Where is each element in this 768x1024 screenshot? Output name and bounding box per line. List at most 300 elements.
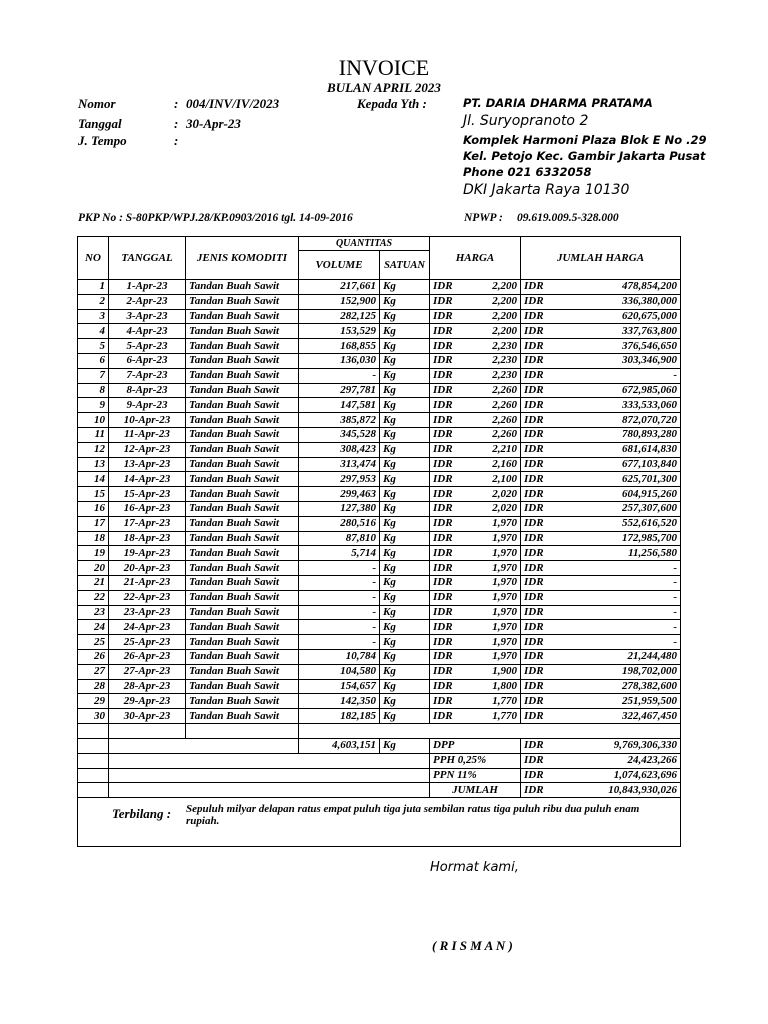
row-item: Tandan Buah Sawit [186, 309, 299, 324]
row-date: 2-Apr-23 [109, 294, 186, 309]
row-date: 21-Apr-23 [109, 575, 186, 590]
row-number: 16 [78, 501, 109, 516]
row-amount-currency: IDR [521, 605, 550, 620]
row-item: Tandan Buah Sawit [186, 383, 299, 398]
row-unit: Kg [380, 280, 430, 295]
row-item: Tandan Buah Sawit [186, 590, 299, 605]
row-amount-currency: IDR [521, 280, 550, 295]
table-row [78, 339, 681, 354]
row-number: 4 [78, 324, 109, 339]
row-price: 2,260 [467, 413, 521, 428]
table-row [78, 427, 681, 442]
row-price: 2,260 [467, 398, 521, 413]
row-volume: 154,657 [299, 679, 380, 694]
row-volume: 280,516 [299, 516, 380, 531]
row-volume: 142,350 [299, 694, 380, 709]
row-number: 24 [78, 620, 109, 635]
row-volume: 152,900 [299, 294, 380, 309]
row-amount: 872,070,720 [550, 413, 681, 428]
col-header-volume: VOLUME [299, 251, 380, 280]
row-volume: - [299, 561, 380, 576]
row-unit: Kg [380, 487, 430, 502]
row-number: 26 [78, 649, 109, 664]
row-volume: 297,781 [299, 383, 380, 398]
row-amount-currency: IDR [521, 472, 550, 487]
col-header-harga: HARGA [430, 237, 521, 280]
row-unit: Kg [380, 546, 430, 561]
row-price-currency: IDR [430, 679, 467, 694]
row-date: 5-Apr-23 [109, 339, 186, 354]
terbilang-label: Terbilang : [112, 806, 172, 822]
row-price: 1,970 [467, 620, 521, 635]
table-row [78, 353, 681, 368]
row-number: 13 [78, 457, 109, 472]
table-row [78, 620, 681, 635]
row-volume: - [299, 620, 380, 635]
table-row [78, 561, 681, 576]
row-item: Tandan Buah Sawit [186, 368, 299, 383]
row-amount: 672,985,060 [550, 383, 681, 398]
row-price: 2,230 [467, 368, 521, 383]
row-price: 1,970 [467, 561, 521, 576]
terbilang-text: Sepuluh milyar delapan ratus empat puluh tiga juta sembilan ratus tiga puluh ribu dua puluh enam rupiah. [186, 803, 640, 828]
row-date: 26-Apr-23 [109, 649, 186, 664]
row-number: 12 [78, 442, 109, 457]
row-number: 10 [78, 413, 109, 428]
table-row [78, 635, 681, 650]
row-price: 1,970 [467, 546, 521, 561]
row-amount-currency: IDR [521, 590, 550, 605]
row-amount: 625,701,300 [550, 472, 681, 487]
row-number: 27 [78, 664, 109, 679]
pph-value: 24,423,266 [550, 753, 681, 768]
row-price: 2,020 [467, 487, 521, 502]
table-row [78, 516, 681, 531]
nomor-label: Nomor [78, 96, 116, 111]
row-date: 24-Apr-23 [109, 620, 186, 635]
row-item: Tandan Buah Sawit [186, 664, 299, 679]
invoice-table [77, 236, 681, 847]
row-price-currency: IDR [430, 353, 467, 368]
row-price-currency: IDR [430, 664, 467, 679]
row-amount: 677,103,840 [550, 457, 681, 472]
row-amount: - [550, 561, 681, 576]
row-amount-currency: IDR [521, 413, 550, 428]
row-price: 2,200 [467, 324, 521, 339]
row-unit: Kg [380, 353, 430, 368]
row-item: Tandan Buah Sawit [186, 605, 299, 620]
row-amount-currency: IDR [521, 368, 550, 383]
row-amount-currency: IDR [521, 309, 550, 324]
row-item: Tandan Buah Sawit [186, 472, 299, 487]
row-date: 7-Apr-23 [109, 368, 186, 383]
row-volume: - [299, 635, 380, 650]
row-number: 30 [78, 709, 109, 724]
row-price-currency: IDR [430, 605, 467, 620]
row-date: 25-Apr-23 [109, 635, 186, 650]
row-volume: 385,872 [299, 413, 380, 428]
terbilang-row [78, 798, 681, 847]
row-amount: 552,616,520 [550, 516, 681, 531]
row-unit: Kg [380, 294, 430, 309]
row-unit: Kg [380, 309, 430, 324]
row-item: Tandan Buah Sawit [186, 280, 299, 295]
row-volume: 182,185 [299, 709, 380, 724]
row-price: 2,100 [467, 472, 521, 487]
row-price-currency: IDR [430, 620, 467, 635]
row-number: 8 [78, 383, 109, 398]
row-unit: Kg [380, 442, 430, 457]
table-row [78, 694, 681, 709]
row-amount: - [550, 590, 681, 605]
table-row [78, 679, 681, 694]
row-price-currency: IDR [430, 427, 467, 442]
row-amount-currency: IDR [521, 501, 550, 516]
row-volume: 87,810 [299, 531, 380, 546]
row-volume: 297,953 [299, 472, 380, 487]
row-volume: 104,580 [299, 664, 380, 679]
row-item: Tandan Buah Sawit [186, 561, 299, 576]
table-row [78, 709, 681, 724]
row-number: 9 [78, 398, 109, 413]
row-date: 30-Apr-23 [109, 709, 186, 724]
row-amount-currency: IDR [521, 649, 550, 664]
row-date: 19-Apr-23 [109, 546, 186, 561]
row-amount-currency: IDR [521, 575, 550, 590]
row-price: 1,970 [467, 531, 521, 546]
recipient-kelurahan: Kel. Petojo Kec. Gambir Jakarta Pusat [463, 149, 706, 163]
jumlah-row [78, 783, 681, 798]
row-date: 10-Apr-23 [109, 413, 186, 428]
row-unit: Kg [380, 368, 430, 383]
row-number: 6 [78, 353, 109, 368]
row-price-currency: IDR [430, 575, 467, 590]
kepada-label: Kepada Yth : [357, 96, 427, 111]
pph-currency: IDR [521, 753, 550, 768]
row-price-currency: IDR [430, 501, 467, 516]
row-amount-currency: IDR [521, 635, 550, 650]
row-amount: - [550, 368, 681, 383]
row-amount-currency: IDR [521, 294, 550, 309]
row-amount-currency: IDR [521, 398, 550, 413]
row-amount: 257,307,600 [550, 501, 681, 516]
row-amount-currency: IDR [521, 427, 550, 442]
row-volume: 5,714 [299, 546, 380, 561]
row-amount-currency: IDR [521, 664, 550, 679]
row-amount-currency: IDR [521, 694, 550, 709]
row-date: 12-Apr-23 [109, 442, 186, 457]
table-row [78, 605, 681, 620]
table-row [78, 398, 681, 413]
row-amount: 333,533,060 [550, 398, 681, 413]
row-item: Tandan Buah Sawit [186, 442, 299, 457]
row-date: 28-Apr-23 [109, 679, 186, 694]
row-amount: 172,985,700 [550, 531, 681, 546]
row-amount: 11,256,580 [550, 546, 681, 561]
row-price: 2,210 [467, 442, 521, 457]
recipient-street: Jl. Suryopranoto 2 [463, 113, 589, 129]
table-row [78, 472, 681, 487]
row-price: 2,230 [467, 339, 521, 354]
row-date: 4-Apr-23 [109, 324, 186, 339]
table-row [78, 487, 681, 502]
pph-label: PPH 0,25% [430, 753, 521, 768]
row-number: 20 [78, 561, 109, 576]
row-price: 1,970 [467, 590, 521, 605]
table-row [78, 664, 681, 679]
ppn-currency: IDR [521, 768, 550, 783]
nomor-value: 004/INV/IV/2023 [186, 96, 280, 111]
row-price-currency: IDR [430, 649, 467, 664]
row-amount-currency: IDR [521, 531, 550, 546]
row-number: 7 [78, 368, 109, 383]
row-date: 20-Apr-23 [109, 561, 186, 576]
row-price-currency: IDR [430, 413, 467, 428]
row-amount-currency: IDR [521, 353, 550, 368]
row-unit: Kg [380, 427, 430, 442]
row-amount-currency: IDR [521, 516, 550, 531]
table-row [78, 457, 681, 472]
row-price-currency: IDR [430, 398, 467, 413]
row-unit: Kg [380, 413, 430, 428]
row-amount: 303,346,900 [550, 353, 681, 368]
row-volume: - [299, 368, 380, 383]
row-item: Tandan Buah Sawit [186, 324, 299, 339]
row-amount: 478,854,200 [550, 280, 681, 295]
closing-text: Hormat kami, [430, 860, 519, 875]
row-price-currency: IDR [430, 709, 467, 724]
row-item: Tandan Buah Sawit [186, 709, 299, 724]
row-price: 2,200 [467, 309, 521, 324]
row-amount-currency: IDR [521, 487, 550, 502]
row-number: 17 [78, 516, 109, 531]
row-date: 22-Apr-23 [109, 590, 186, 605]
col-header-tanggal: TANGGAL [109, 237, 186, 280]
table-row [78, 546, 681, 561]
row-date: 27-Apr-23 [109, 664, 186, 679]
row-date: 23-Apr-23 [109, 605, 186, 620]
row-item: Tandan Buah Sawit [186, 546, 299, 561]
row-volume: 127,380 [299, 501, 380, 516]
row-number: 3 [78, 309, 109, 324]
row-amount-currency: IDR [521, 457, 550, 472]
row-unit: Kg [380, 635, 430, 650]
row-amount: 198,702,000 [550, 664, 681, 679]
tanggal-label: Tanggal [78, 116, 122, 131]
row-amount-currency: IDR [521, 339, 550, 354]
jumlah-currency: IDR [521, 783, 550, 798]
row-unit: Kg [380, 457, 430, 472]
row-volume: 10,784 [299, 649, 380, 664]
row-volume: 153,529 [299, 324, 380, 339]
row-number: 29 [78, 694, 109, 709]
row-price-currency: IDR [430, 309, 467, 324]
row-item: Tandan Buah Sawit [186, 398, 299, 413]
ppn-row [78, 768, 681, 783]
row-unit: Kg [380, 383, 430, 398]
row-unit: Kg [380, 516, 430, 531]
row-price: 1,770 [467, 709, 521, 724]
ppn-value: 1,074,623,696 [550, 768, 681, 783]
row-volume: 299,463 [299, 487, 380, 502]
signatory-name: ( R I S M A N ) [432, 938, 513, 953]
ppn-label: PPN 11% [430, 768, 521, 783]
row-amount: 21,244,480 [550, 649, 681, 664]
row-unit: Kg [380, 472, 430, 487]
row-amount: 681,614,830 [550, 442, 681, 457]
row-unit: Kg [380, 694, 430, 709]
row-volume: - [299, 590, 380, 605]
npwp-label: NPWP : [464, 212, 503, 224]
row-price-currency: IDR [430, 324, 467, 339]
recipient-company: PT. DARIA DHARMA PRATAMA [463, 96, 653, 110]
row-price-currency: IDR [430, 442, 467, 457]
table-row [78, 531, 681, 546]
table-row [78, 649, 681, 664]
row-item: Tandan Buah Sawit [186, 353, 299, 368]
row-date: 3-Apr-23 [109, 309, 186, 324]
row-item: Tandan Buah Sawit [186, 575, 299, 590]
row-price-currency: IDR [430, 561, 467, 576]
row-number: 5 [78, 339, 109, 354]
table-row [78, 294, 681, 309]
row-number: 28 [78, 679, 109, 694]
row-date: 17-Apr-23 [109, 516, 186, 531]
table-row [78, 442, 681, 457]
row-date: 11-Apr-23 [109, 427, 186, 442]
row-number: 15 [78, 487, 109, 502]
row-price: 2,200 [467, 280, 521, 295]
row-volume: 136,030 [299, 353, 380, 368]
row-number: 18 [78, 531, 109, 546]
invoice-rows [78, 280, 681, 724]
row-unit: Kg [380, 679, 430, 694]
row-amount: - [550, 620, 681, 635]
row-date: 1-Apr-23 [109, 280, 186, 295]
row-volume: 217,661 [299, 280, 380, 295]
table-row [78, 309, 681, 324]
table-row [78, 280, 681, 295]
row-date: 9-Apr-23 [109, 398, 186, 413]
row-number: 22 [78, 590, 109, 605]
row-price: 1,900 [467, 664, 521, 679]
row-price: 2,160 [467, 457, 521, 472]
row-price-currency: IDR [430, 531, 467, 546]
col-header-komoditi: JENIS KOMODITI [186, 237, 299, 280]
row-unit: Kg [380, 575, 430, 590]
row-amount: - [550, 575, 681, 590]
row-unit: Kg [380, 561, 430, 576]
row-item: Tandan Buah Sawit [186, 427, 299, 442]
row-number: 21 [78, 575, 109, 590]
row-date: 8-Apr-23 [109, 383, 186, 398]
table-row [78, 575, 681, 590]
row-date: 18-Apr-23 [109, 531, 186, 546]
row-amount: 337,763,800 [550, 324, 681, 339]
row-item: Tandan Buah Sawit [186, 487, 299, 502]
row-amount-currency: IDR [521, 383, 550, 398]
row-date: 29-Apr-23 [109, 694, 186, 709]
row-price: 1,970 [467, 635, 521, 650]
row-price: 1,970 [467, 605, 521, 620]
row-amount-currency: IDR [521, 442, 550, 457]
pph-row [78, 753, 681, 768]
row-price-currency: IDR [430, 383, 467, 398]
row-number: 23 [78, 605, 109, 620]
dpp-currency: IDR [521, 738, 550, 753]
row-number: 25 [78, 635, 109, 650]
total-unit: Kg [380, 738, 430, 753]
row-number: 19 [78, 546, 109, 561]
row-unit: Kg [380, 501, 430, 516]
jumlah-value: 10,843,930,026 [550, 783, 681, 798]
row-price-currency: IDR [430, 368, 467, 383]
row-volume: 345,528 [299, 427, 380, 442]
invoice-title: INVOICE [338, 55, 430, 80]
row-price-currency: IDR [430, 472, 467, 487]
table-row [78, 383, 681, 398]
npwp-value: 09.619.009.5-328.000 [517, 212, 619, 224]
row-amount: 322,467,450 [550, 709, 681, 724]
row-unit: Kg [380, 590, 430, 605]
row-price: 1,970 [467, 516, 521, 531]
row-number: 14 [78, 472, 109, 487]
row-amount: - [550, 605, 681, 620]
row-amount-currency: IDR [521, 546, 550, 561]
row-price: 1,770 [467, 694, 521, 709]
row-amount-currency: IDR [521, 679, 550, 694]
row-item: Tandan Buah Sawit [186, 294, 299, 309]
row-price: 2,200 [467, 294, 521, 309]
tanggal-colon: : [174, 116, 179, 131]
row-number: 2 [78, 294, 109, 309]
row-price-currency: IDR [430, 546, 467, 561]
row-price-currency: IDR [430, 339, 467, 354]
row-volume: 147,581 [299, 398, 380, 413]
row-date: 14-Apr-23 [109, 472, 186, 487]
col-header-jumlah: JUMLAH HARGA [521, 237, 681, 280]
dpp-label: DPP [430, 738, 521, 753]
row-item: Tandan Buah Sawit [186, 339, 299, 354]
row-volume: 313,474 [299, 457, 380, 472]
table-row [78, 501, 681, 516]
row-amount: 780,893,280 [550, 427, 681, 442]
row-price-currency: IDR [430, 457, 467, 472]
row-amount: - [550, 635, 681, 650]
row-date: 6-Apr-23 [109, 353, 186, 368]
row-unit: Kg [380, 324, 430, 339]
row-price: 1,970 [467, 575, 521, 590]
row-price: 2,230 [467, 353, 521, 368]
row-price-currency: IDR [430, 590, 467, 605]
row-item: Tandan Buah Sawit [186, 620, 299, 635]
tanggal-value: 30-Apr-23 [186, 116, 241, 131]
row-volume: - [299, 605, 380, 620]
row-unit: Kg [380, 664, 430, 679]
table-row [78, 413, 681, 428]
row-amount: 336,380,000 [550, 294, 681, 309]
row-amount: 278,382,600 [550, 679, 681, 694]
row-number: 1 [78, 280, 109, 295]
row-price: 2,020 [467, 501, 521, 516]
recipient-region: DKI Jakarta Raya 10130 [463, 182, 630, 198]
row-volume: - [299, 575, 380, 590]
row-price-currency: IDR [430, 487, 467, 502]
table-row [78, 324, 681, 339]
row-item: Tandan Buah Sawit [186, 649, 299, 664]
row-item: Tandan Buah Sawit [186, 413, 299, 428]
row-amount: 620,675,000 [550, 309, 681, 324]
